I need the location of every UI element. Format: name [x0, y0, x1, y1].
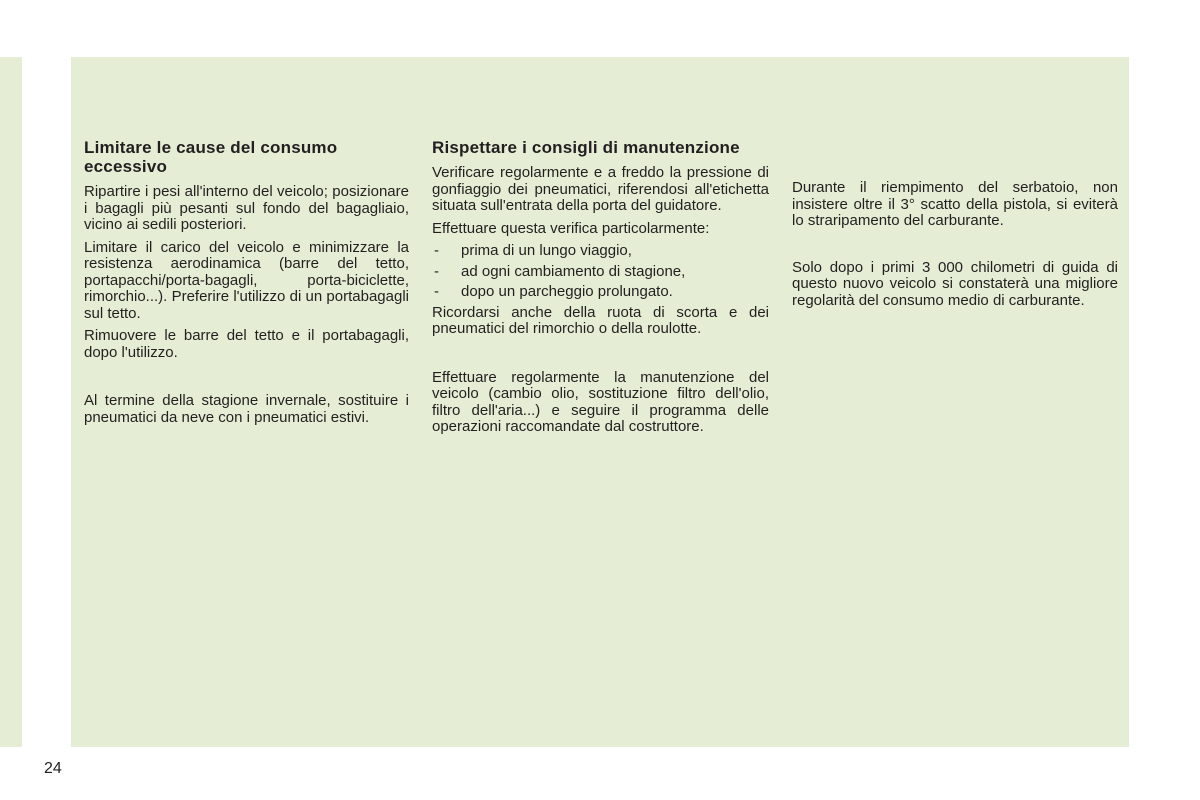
list-item [432, 243, 769, 260]
paragraph-servicing: Effettuare regolarmente la manutenzione del veicolo (cambio olio, sostituzione filtro dell'olio, filtro dell'aria...) e seguire il programma delle operazioni raccomandate dal costruttore. [432, 368, 769, 435]
list-item [432, 284, 769, 301]
paragraph-refuelling: Durante il riempimento del serbatoio, non insistere oltre il 3° scatto della pistola, si eviterà lo straripamento del carburante. [792, 179, 1118, 229]
paragraph-tyre-pressure: Verificare regolarmente e a freddo la pressione di gonfiaggio dei pneumatici, riferendosi all'etichetta situata sull'entrata della porta del guidatore. [432, 164, 769, 214]
list-item-text: prima di un lungo viaggio, [461, 242, 632, 259]
list-dash: - [434, 242, 439, 259]
list-item-text: dopo un parcheggio prolungato. [461, 283, 673, 300]
list-item-text: ad ogni cambiamento di stagione, [461, 262, 686, 280]
column-refuel [792, 180, 1118, 315]
paragraph-weight: Ripartire i pesi all'interno del veicolo; posizionare i bagagli più pesanti sul fondo del bagagliaio, vicino ai sedili posteriori. [84, 183, 409, 233]
check-list [432, 243, 769, 301]
side-strip [0, 57, 22, 747]
paragraph-check-when: Effettuare questa verifica particolarmente: [432, 219, 710, 237]
column-fuel-consumption [84, 138, 409, 432]
section-heading-consumption: Limitare le cause del consumo eccessivo [84, 138, 338, 176]
paragraph-roof-bars: Rimuovere le barre del tetto e il portabagagli, dopo l'utilizzo. [84, 327, 409, 361]
section-heading-maintenance: Rispettare i consigli di manutenzione [432, 138, 740, 157]
page-number: 24 [44, 760, 62, 777]
list-dash: - [434, 283, 439, 300]
list-dash: - [434, 262, 439, 280]
list-item [432, 264, 769, 281]
paragraph-spare-wheel: Ricordarsi anche della ruota di scorta e dei pneumatici del rimorchio o della roulotte. [432, 303, 769, 337]
paragraph-load: Limitare il carico del veicolo e minimizzare la resistenza aerodinamica (barre del tetto, portapacchi/porta-bagagli, porta-biciclette, rimorchio...). Preferire l'utilizzo di un portabagagli sul tetto. [84, 238, 409, 322]
paragraph-running-in: Solo dopo i primi 3 000 chilometri di guida di questo nuovo veicolo si constaterà una migliore regolarità del consumo medio di carburante. [792, 258, 1118, 309]
column-maintenance [432, 138, 769, 442]
paragraph-winter-tyres: Al termine della stagione invernale, sostituire i pneumatici da neve con i pneumatici estivi. [84, 392, 409, 426]
